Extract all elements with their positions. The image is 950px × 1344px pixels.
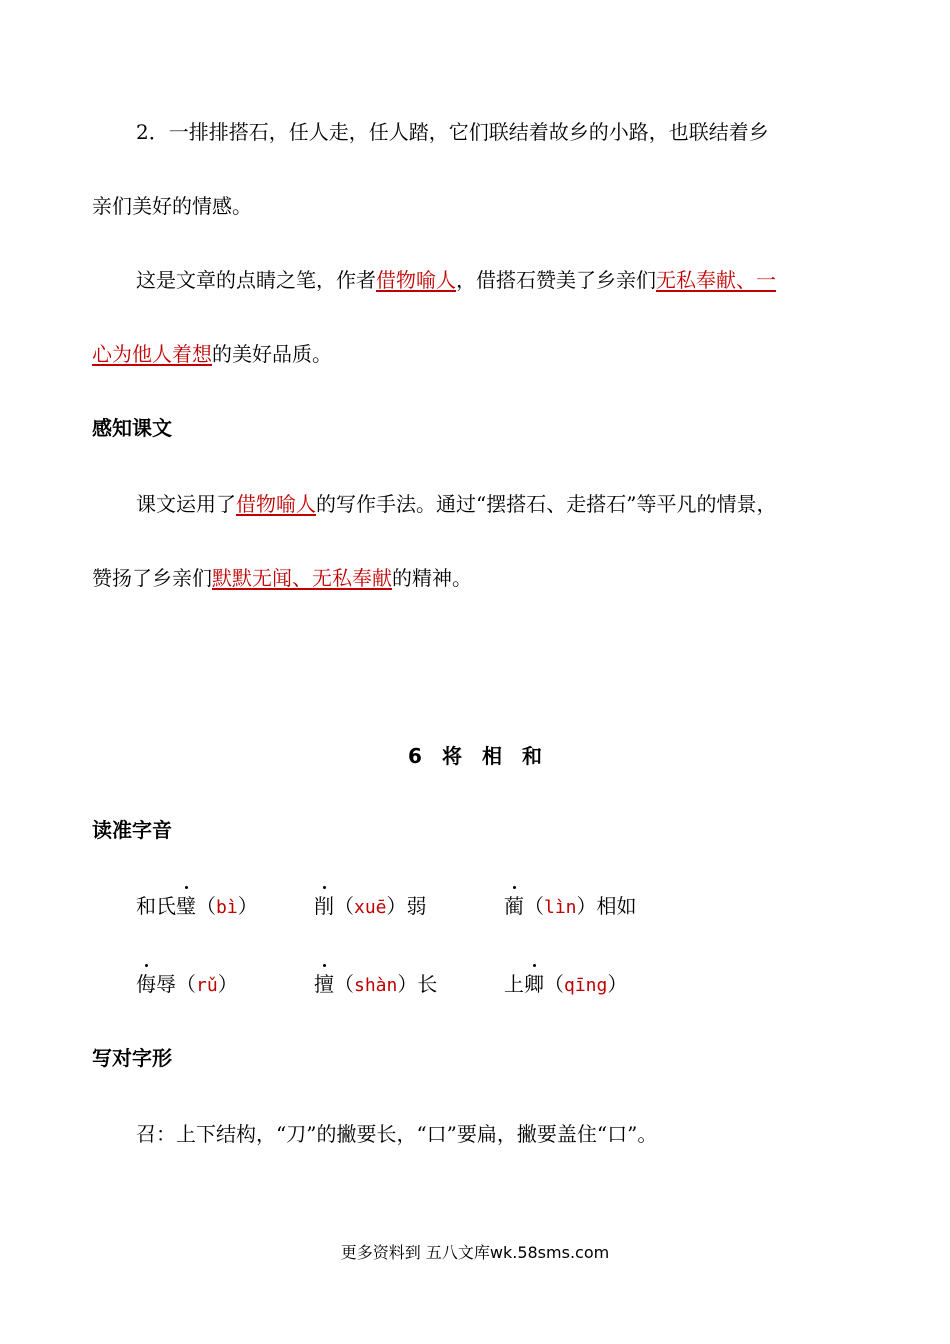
text: 相如 (596, 894, 637, 918)
dotted-char: 蔺 (504, 894, 524, 918)
paragraph-line (92, 564, 472, 592)
text: （ (544, 972, 564, 996)
pinyin: qīng (564, 975, 608, 996)
pinyin-item (136, 892, 258, 922)
paragraph-line (136, 490, 776, 518)
lesson-title-char: 相 (481, 744, 502, 768)
highlight-text: 借物喻人 (236, 492, 316, 516)
section-heading: 感知课文 (92, 416, 172, 440)
highlight-text: 借物喻人 (376, 268, 456, 292)
pinyin: bì (216, 897, 238, 918)
section-heading: 读准字音 (92, 818, 172, 842)
pinyin-item (136, 970, 238, 1000)
pinyin: lìn (544, 897, 577, 918)
paragraph-line: 2．一排排搭石，任人走，任人踏，它们联结着故乡的小路，也联结着乡 (136, 120, 769, 144)
highlight-text: 心为他人着想 (92, 342, 212, 366)
paragraph-line: 亲们美好的情感。 (92, 194, 252, 218)
pinyin: xuē (354, 897, 387, 918)
text: ） (386, 894, 407, 918)
text: ） (217, 972, 238, 996)
lesson-title-char: 将 (441, 744, 462, 768)
highlight-text: 无私奉献、一 (656, 268, 776, 292)
pinyin-item (504, 970, 627, 1000)
text: 的写作手法。通过“摆搭石、走搭石”等平凡的情景， (316, 492, 777, 516)
text: ） (397, 972, 418, 996)
dotted-char: 擅 (314, 972, 334, 996)
text: ） (607, 972, 628, 996)
dotted-char: 侮 (136, 972, 156, 996)
text: （ (524, 894, 544, 918)
text: 的精神。 (392, 566, 472, 590)
text: （ (334, 972, 354, 996)
text: 长 (417, 972, 438, 996)
pinyin: shàn (354, 975, 398, 996)
text: 的美好品质。 (212, 342, 332, 366)
text: （ (196, 894, 216, 918)
text: ） (576, 894, 597, 918)
lesson-title (0, 740, 950, 769)
text: 课文运用了 (136, 492, 236, 516)
text: 弱 (406, 894, 427, 918)
text: 和氏 (136, 894, 176, 918)
dotted-char: 卿 (524, 972, 544, 996)
text: （ (334, 894, 354, 918)
pinyin: rǔ (196, 975, 218, 996)
footer-text: 更多资料到 五八文库wk.58sms.com (340, 1243, 610, 1262)
lesson-title-char: 和 (521, 744, 542, 768)
lesson-number: 6 (408, 744, 422, 768)
dotted-char: 削 (314, 894, 334, 918)
highlight-text: 默默无闻、无私奉献 (212, 566, 392, 590)
text: 上 (504, 972, 524, 996)
pinyin-item (504, 892, 637, 922)
section-heading: 写对字形 (92, 1046, 172, 1070)
text: 赞扬了乡亲们 (92, 566, 212, 590)
paragraph-line: 召：上下结构，“刀”的撇要长，“口”要扁，撇要盖住“口”。 (136, 1122, 658, 1146)
pinyin-item (314, 970, 437, 1000)
text: 这是文章的点睛之笔，作者 (136, 268, 376, 292)
dotted-char: 璧 (176, 894, 196, 918)
text: ，借搭石赞美了乡亲们 (456, 268, 656, 292)
pinyin-item (314, 892, 427, 922)
text: ） (237, 894, 258, 918)
paragraph-line (92, 340, 332, 368)
paragraph-line (136, 266, 776, 294)
text: 辱（ (156, 972, 196, 996)
